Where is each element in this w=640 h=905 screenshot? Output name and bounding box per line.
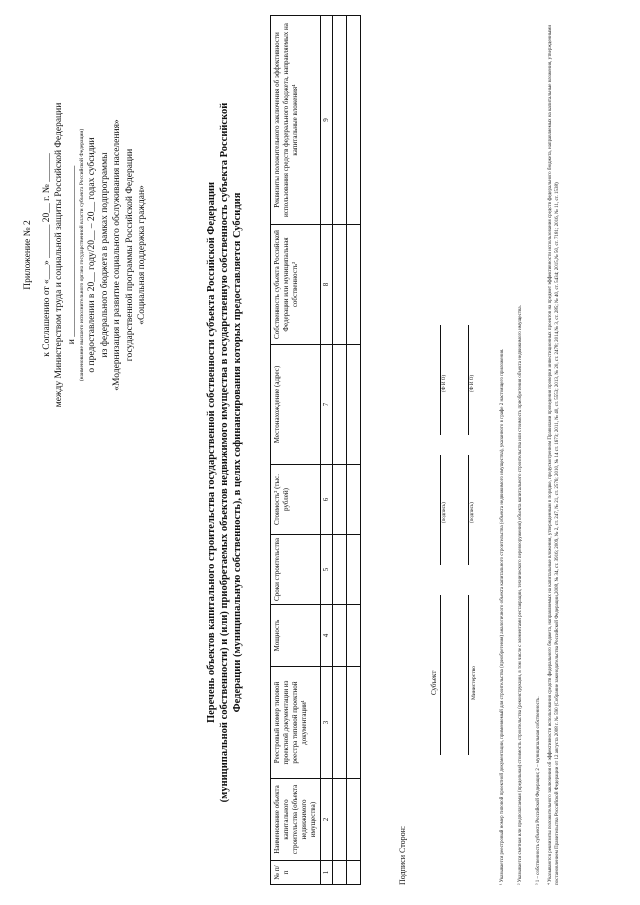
ministry-label: Министерство	[471, 666, 477, 700]
table-cell	[333, 779, 347, 861]
document-title	[205, 0, 244, 905]
signatures-label: Подписи Сторон:	[398, 825, 407, 885]
ministry-sign-line	[468, 455, 469, 565]
table-empty-row	[347, 16, 361, 885]
table-cell	[347, 605, 361, 667]
table-cell	[333, 535, 347, 605]
table-header-cell: Наименование объекта капитального строительства (объекта недвижимого имущества)	[271, 779, 321, 861]
table-cell	[347, 667, 361, 779]
title-line-3: Федерации (муниципальную собственность), в целях софинансирования которых предоставляется Субсидия	[232, 192, 243, 713]
subject-fio-line	[440, 325, 441, 435]
table-cell	[347, 345, 361, 465]
subsidy-line-3: «Модернизация и развитие социального обслуживания населения»	[112, 119, 122, 391]
table-cell	[333, 861, 347, 885]
document-header	[22, 75, 149, 435]
table-empty-row	[333, 16, 347, 885]
table-cell	[347, 535, 361, 605]
subsidy-line-2: из федерального бюджета в рамках подпрограммы	[99, 152, 110, 358]
table-header-cell: Реквизиты положительного заключения об эффективности использования средств федерального бюджета, направляемых на капитальные вложения⁴	[271, 16, 321, 225]
table-header-cell: № п/п	[271, 861, 321, 885]
table-header-row	[271, 16, 321, 885]
subject-sign-caption: (подпись)	[442, 502, 447, 523]
table-cell	[333, 605, 347, 667]
second-party-caption: (наименование высшего исполнительного органа государственной власти субъекта Российской Федерации)	[79, 128, 85, 382]
subsidy-line-5: «Социальная поддержка граждан»	[137, 185, 147, 325]
footnote-4: ⁴ Указываются реквизиты положительного заключения об эффективности использования средств федерального бюджета, направляемых на капитальные вложения, утвержденным в порядке, предусмотренном Правилами проведения проверки инвестиционных проектов на предмет эффективности использования средств федерального бюджета, направляемых на капитальные вложения, утвержденными постановлением Правительства Российской Федерации от 12 августа 2008 г. № 590 (Собрание законодательства Российской Федерации,2008, № 34, ст. 3916; 2009, № 2, ст. 247, № 21, ст. 2576; 2010, № 14 ст. 1673; 2011, № 40, ст. 5553; 2013, № 20, ст. 2478; 2014,№ 3, ст. 285; № 40, ст. 5434; 2015,№ 50, ст. 7181; 2016, № 11, ст. 1538)	[548, 24, 560, 885]
table-header-cell: Реестровый номер типовой проектной документации из реестра типовой проектной документации¹	[271, 667, 321, 779]
subject-fio-caption: (Ф И О)	[442, 374, 447, 392]
column-number: 8	[321, 225, 333, 345]
table-cell	[333, 667, 347, 779]
table-cell	[333, 16, 347, 225]
column-number: 9	[321, 16, 333, 225]
table-cell	[333, 225, 347, 345]
table-header-cell: Стоимость² (тыс. рублей)	[271, 465, 321, 535]
footnote-1: ¹ Указывается реестровый номер типовой проектной документации, применяемый для строительства (приобретения) аналогичного объекта капитального строительства (объекта недвижимого имущества), указанного в графе 2 настоящего приложения.	[500, 348, 505, 885]
ministry-name-line	[468, 595, 469, 755]
ministry-fio-caption: (Ф И О)	[470, 374, 475, 392]
table-cell	[347, 16, 361, 225]
objects-table	[270, 15, 361, 885]
column-number: 6	[321, 465, 333, 535]
subject-sign-line	[440, 455, 441, 565]
column-number: 5	[321, 535, 333, 605]
table-cell	[333, 465, 347, 535]
column-number: 7	[321, 345, 333, 465]
footnote-2: ² Указывается сметная или предполагаемая (предельная) стоимость строительства (реконструкции, в том числе с элементами реставрации, технического перевооружения) объекта капитального строительства или стоимость приобретения объекта недвижимого имущества.	[518, 305, 523, 885]
table-cell	[333, 345, 347, 465]
table-number-row	[321, 16, 333, 885]
parties-line: между Министерством труда и социальной защиты Российской Федерации	[54, 102, 64, 408]
ministry-fio-line	[468, 325, 469, 435]
column-number: 3	[321, 667, 333, 779]
subsidy-line-1: о предоставлении в 20__ году/20__ – 20__ годах субсидии	[87, 137, 97, 373]
table-cell	[347, 861, 361, 885]
table-cell	[347, 465, 361, 535]
title-line-1: Перечень объектов капитального строительства государственной собственности субъекта Российской Федерации	[206, 181, 217, 724]
column-number: 4	[321, 605, 333, 667]
footnote-3: ³ 1 – собственность субъекта Российской Федерации; 2 – муниципальная собственность.	[536, 696, 541, 885]
column-number: 2	[321, 779, 333, 861]
table-header-cell: Собственность субъекта Российской Федерации или муниципальная собственность³	[271, 225, 321, 345]
second-party-line: и ____________________________________	[66, 165, 77, 345]
subject-name-line	[440, 595, 441, 755]
ministry-sign-caption: (подпись)	[470, 502, 475, 523]
table-header-cell: Мощность	[271, 605, 321, 667]
table-cell	[347, 779, 361, 861]
column-number: 1	[321, 861, 333, 885]
appendix-label: Приложение № 2	[23, 220, 33, 290]
table-cell	[347, 225, 361, 345]
table-header-cell: Местонахождение (адрес)	[271, 345, 321, 465]
title-line-2: (муниципальной собственности) и (или) приобретаемых объектов недвижимого имущества в государственную собственность субъекта Российской	[219, 102, 230, 803]
table-header-cell: Сроки строительства	[271, 535, 321, 605]
subsidy-line-4: государственной программы Российской Федерации	[124, 148, 135, 362]
agreement-reference: к Соглашению от «___» _______ 20__ г. № ______	[41, 153, 52, 357]
subject-label: Субъект	[430, 670, 438, 695]
